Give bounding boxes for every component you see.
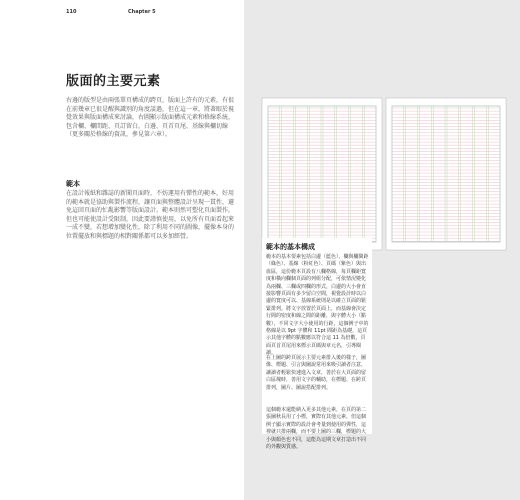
caption-box [262,238,372,434]
page-title: 版面的主要元素 [66,74,161,89]
page-number: 110 [66,9,77,15]
caption-paragraph-2: 在上圖的跨頁展示主要元素排入後的樣子，圖像、標題、引言與圖說常用來吸引讀者注意，讓讀者輕鬆快速進入文章，善於在大頁面的留白區塊時，善用文字的輔助，在標題、在跨頁排列，圖片、圖說搭配排列。 [266,355,367,391]
grid-template-diagram [260,96,508,252]
caption-paragraph-3: 這個範本還能納入更多其他元素，在頁的第二張圖秋長用了小標，實際有其他元素，但這個例子顯示實際的設計會考量到使用的彈性，這裡就只排兩欄，而不要上圖的三欄，標題的大小與顏色也不同，這能為這期文章打造出不同的外觀與質感。 [266,407,367,451]
intro-paragraph: 右邊的版型是由兩張單頁構成的跨頁，版面上許有的元素，有很在前幾章已很是醒與識別的角度談過，但在這一章，將著眼於視覺效果與版面構成來討論，右圖顯示版面構成元素和格線系統，包含欄、欄間距、頁訂留白，白邊、頁首頁尾、基線與欄切線（更多關於格線的資訊，參見第六章）。 [66,97,235,139]
caption-title: 範本的基本構成 [266,243,315,251]
spread-pages [262,98,506,250]
section-paragraph: 在設計報紙和雜誌的新聞頁面時，不妨運用有彈性的範本，好用的範本就是協助與製作流程，讓頁面與整體設計呈現一貫性，避免這回頁面的忙亂影響等版面設計。範本則然可塑化頁面製作，但也可能使設計受限制，因此要謹慎使用，以免所有頁面看起來一成不變，若想增加變化性，除了利用不同的圖像，擺像本身的位置擺放和與標題的相對關係都可以多加經營。 [66,190,235,240]
caption-paragraph-1: 範本的基本要素包括白邊（藍色）、欄與欄間距（綠色）、基線（粉紅色）、頁碼（紫色）與出血區，這份範本頁設有八欄格線，每頁欄距寬度和橫向欄個頁面的列組分配，可依情況變化為兩欄、三欄或四欄的形式，白邊的大小會直接影響頁面有多少留白空間，視覺設計時以白邊的寬度可以、基線系統則是以確立頁面的鬆緊排列。將文字放置於頁面上，而基線會決定行間的密度和線之間的距離，與字體大小（點數），不同文字大小使用的行距，這個例子中的格線是以 9pt 字體和 11pt 間距為基礎，這頁示其他字體的點數應以符合這 11 為倍數，頁面頁首頁尾用來標示頁碼與章元名，引導閱讀。 [266,254,369,357]
section-subhead: 範本 [66,180,80,188]
chapter-label: Chapter 5 [128,9,156,15]
